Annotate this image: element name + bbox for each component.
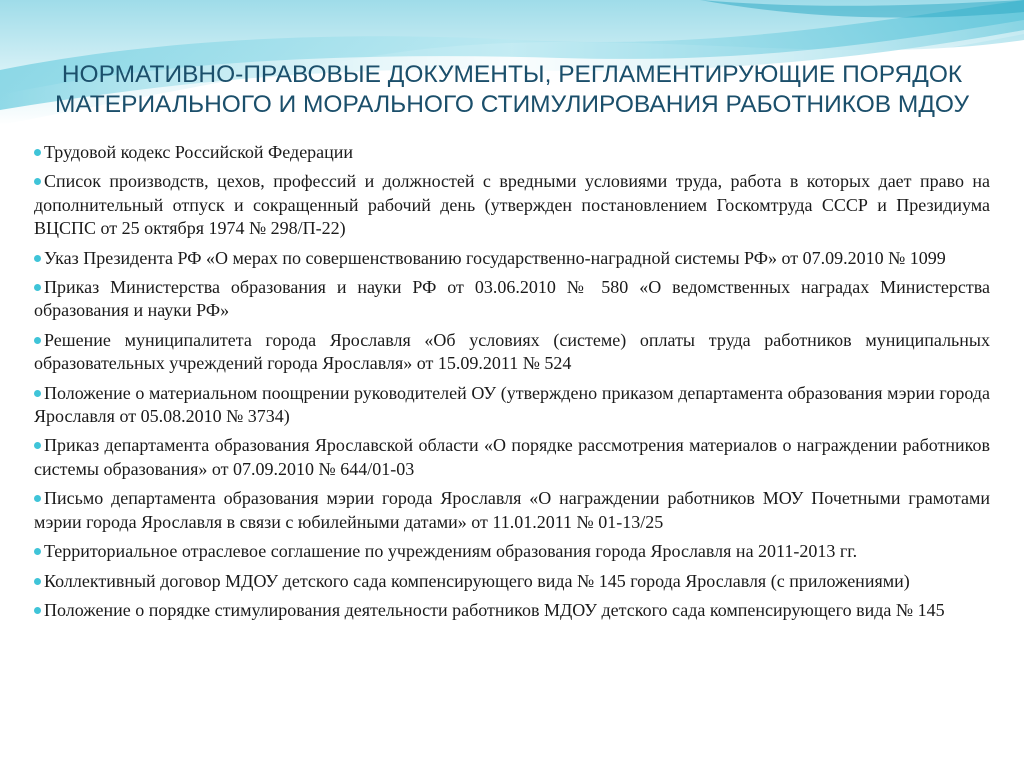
list-item-text: Письмо департамента образования мэрии города Ярославля «О награждении работников МОУ Почетными грамотами мэрии города Ярославля в связи с юбилейными датами» от 11.01.2011 № 01-13/25 bbox=[34, 488, 990, 532]
list-item-text: Список производств, цехов, профессий и должностей с вредными условиями труда, работа в которых дает право на дополнительный отпуск и сокращенный рабочий день (утвержден постановлением Госкомтруда СССР и Президиума ВЦСПС от 25 октября 1974 № 298/П-22) bbox=[34, 171, 990, 239]
bullet-dot-icon bbox=[34, 548, 41, 555]
list-item-text: Положение о порядке стимулирования деятельности работников МДОУ детского сада компенсирующего вида № 145 bbox=[44, 599, 945, 620]
list-item-text: Приказ Министерства образования и науки РФ от 03.06.2010 № 580 «О ведомственных наградах Министерства образования и науки РФ» bbox=[34, 277, 990, 321]
bullet-dot-icon bbox=[34, 255, 41, 262]
list-item bbox=[34, 487, 990, 534]
list-item-text: Территориальное отраслевое соглашение по учреждениям образования города Ярославля на 2011-2013 гг. bbox=[44, 541, 858, 562]
slide-title-line-2: МАТЕРИАЛЬНОГО И МОРАЛЬНОГО СТИМУЛИРОВАНИЯ РАБОТНИКОВ МДОУ bbox=[54, 91, 970, 118]
bullet-list bbox=[34, 141, 990, 628]
list-item-text: Приказ департамента образования Ярославской области «О порядке рассмотрения материалов о награждении работников системы образования» от 07.09.2010 № 644/01-03 bbox=[34, 435, 990, 479]
list-item-text: Коллективный договор МДОУ детского сада компенсирующего вида № 145 города Ярославля (с приложениями) bbox=[44, 570, 910, 591]
list-item bbox=[34, 247, 990, 270]
list-item bbox=[34, 276, 990, 323]
bullet-dot-icon bbox=[34, 607, 41, 614]
list-item-text: Решение муниципалитета города Ярославля «Об условиях (системе) оплаты труда работников муниципальных образовательных учреждений города Ярославля» от 15.09.2011 № 524 bbox=[34, 329, 990, 374]
list-item bbox=[34, 382, 990, 429]
bullet-dot-icon bbox=[34, 178, 41, 185]
list-item bbox=[34, 141, 990, 164]
bullet-dot-icon bbox=[34, 495, 41, 502]
bullet-dot-icon bbox=[34, 390, 41, 397]
bullet-dot-icon bbox=[34, 149, 41, 156]
list-item bbox=[34, 570, 990, 593]
bullet-dot-icon bbox=[34, 284, 41, 291]
list-item bbox=[34, 329, 990, 376]
list-item-text: Трудовой кодекс Российской Федерации bbox=[44, 142, 354, 162]
list-item bbox=[34, 434, 990, 481]
list-item bbox=[34, 540, 990, 563]
list-item-text: Указ Президента РФ «О мерах по совершенствованию государственно-наградной системы РФ» от 07.09.2010 № 1099 bbox=[44, 247, 946, 268]
list-item bbox=[34, 599, 990, 622]
list-item-text: Положение о материальном поощрении руководителей ОУ (утверждено приказом департамента образования мэрии города Ярославля от 05.08.2010 № 3734) bbox=[34, 382, 990, 427]
slide-title-line-1: НОРМАТИВНО-ПРАВОВЫЕ ДОКУМЕНТЫ, РЕГЛАМЕНТИРУЮЩИЕ ПОРЯДОК bbox=[61, 61, 963, 88]
list-item bbox=[34, 170, 990, 240]
bullet-dot-icon bbox=[34, 578, 41, 585]
slide-title bbox=[40, 60, 984, 120]
bullet-dot-icon bbox=[34, 337, 41, 344]
bullet-dot-icon bbox=[34, 442, 41, 449]
